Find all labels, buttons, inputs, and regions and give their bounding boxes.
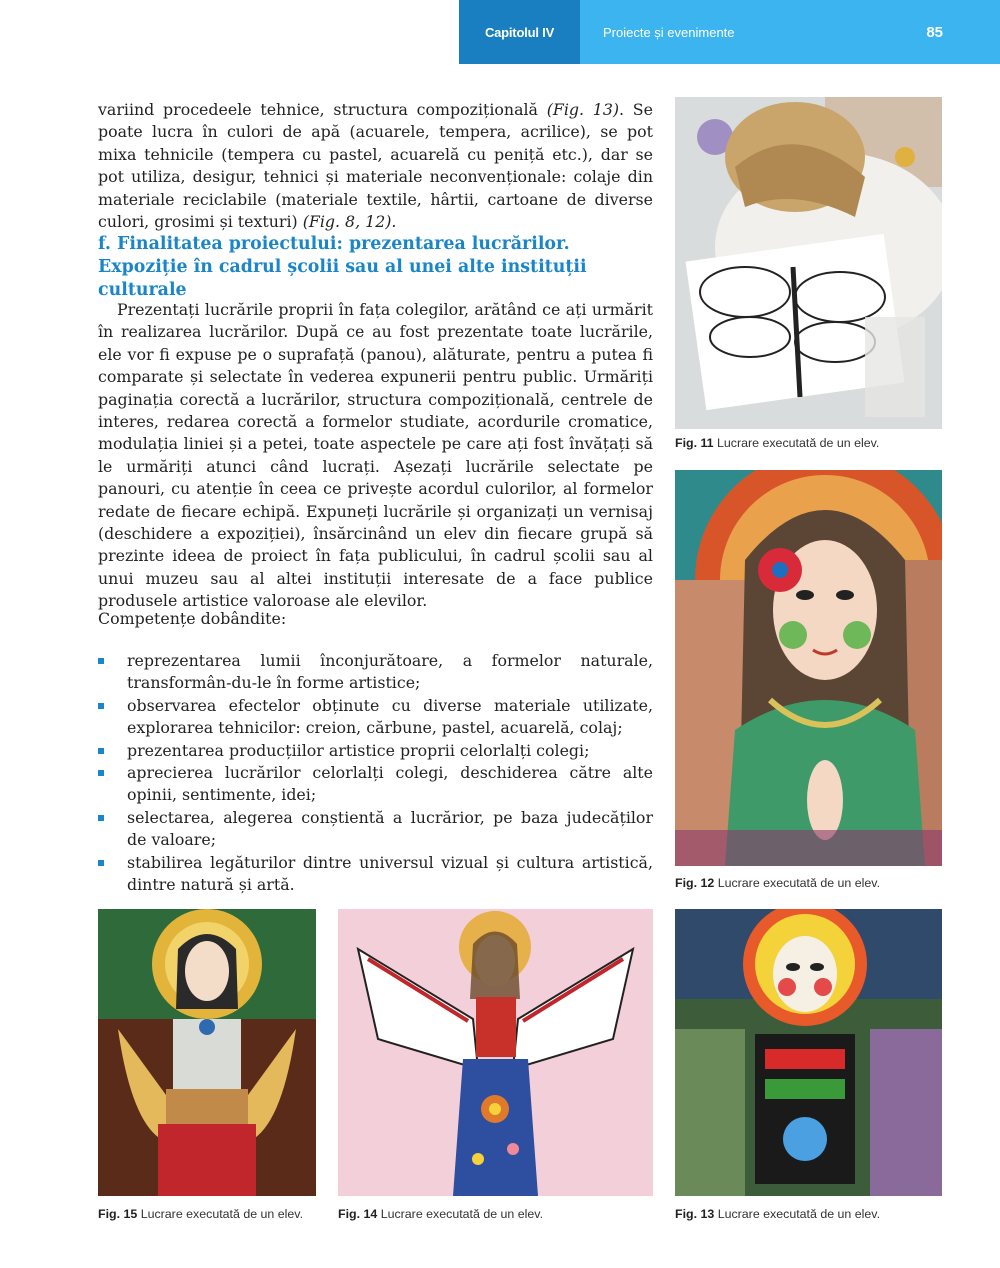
intro-ref-b: (Fig. 8, 12). (302, 212, 397, 232)
figure-11-caption (675, 436, 879, 450)
list-item-text: stabilirea legăturilor dintre universul vizual și cultura artistică, dintre natură și artă. (127, 852, 653, 895)
woman-portrait-illustration (675, 470, 942, 866)
competences-title: Competențe dobândite: (98, 609, 287, 628)
list-item-text: aprecierea lucrărilor celorlalți colegi, deschiderea către alte opinii, sentimente, idei; (127, 763, 653, 805)
figure-14-caption (338, 1207, 543, 1221)
list-item-text: observarea efectelor obținute cu diverse materiale utilizate, explorarea tehnicilor: creion, cărbune, pastel, acuarelă, colaj; (127, 695, 653, 738)
list-item (98, 650, 653, 695)
bullet-icon (98, 748, 104, 754)
section-title: Proiecte și evenimente (603, 24, 735, 40)
figure-14-image (338, 909, 653, 1196)
list-item-text: reprezentarea lumii înconjurătoare, a formelor naturale, transformân-du-le în forme artistice; (127, 651, 653, 693)
figure-11-label: Fig. 11 (675, 436, 714, 450)
bullet-icon (98, 860, 104, 866)
intro-paragraph (98, 99, 653, 233)
section-header (580, 0, 1000, 64)
mosaic-figure-illustration (675, 909, 942, 1196)
figure-12-image (675, 470, 942, 866)
figure-13-label: Fig. 13 (675, 1207, 715, 1221)
list-item (98, 695, 653, 740)
bullet-icon (98, 703, 104, 709)
figure-12-label: Fig. 12 (675, 876, 715, 890)
intro-text-a: variind procedeele tehnice, structura compozițională (98, 100, 547, 119)
figure-15-label: Fig. 15 (98, 1207, 138, 1221)
figure-14-text: Lucrare executată de un elev. (377, 1207, 544, 1221)
list-item-text: prezentarea producțiilor artistice proprii celorlalți colegi; (127, 740, 590, 760)
angel-collage-illustration (98, 909, 316, 1196)
list-item (98, 740, 653, 762)
figure-12-caption (675, 876, 880, 890)
bullet-icon (98, 658, 104, 664)
figure-14-label: Fig. 14 (338, 1207, 378, 1221)
chapter-tab (459, 0, 580, 64)
list-item (98, 807, 653, 852)
bullet-icon (98, 815, 104, 821)
figure-12-text: Lucrare executată de un elev. (714, 876, 881, 890)
figure-15-text: Lucrare executată de un elev. (137, 1207, 304, 1221)
figure-13-image (675, 909, 942, 1196)
figure-11-text: Lucrare executată de un elev. (713, 436, 880, 450)
list-item-text: selectarea, alegerea conștientă a lucrărior, pe baza judecăților de valoare; (127, 807, 653, 850)
figure-15-caption (98, 1207, 303, 1221)
folk-angel-illustration (338, 909, 653, 1196)
child-drawing-illustration (675, 97, 942, 429)
chapter-label: Capitolul IV (484, 24, 555, 40)
main-paragraph: Prezentați lucrările proprii în fața colegilor, arătând ce ați urmărit în realizarea lucrărilor. După ce au fost prezentate toate lucrările, ele vor fi expuse pe o suprafață (panou), alăturate, pentru a putea fi comparate și selectate în vederea expunerii pentru public. Urmăriți paginația corectă a lucrărilor, structura compozițională, centrele de interes, redarea corectă a formelor studiate, acordurile cromatice, modulația liniei și a petei, toate aspectele pe care ați fost învățați să le urmăriți atunci când lucrați. Așezați lucrările selectate pe panouri, cu atenție în ceea ce privește acordul culorilor, al formelor redate de fiecare echipă. Expuneți lucrările și organizați un vernisaj (deschidere a expoziției), însărcinând un elev din fiecare grupă să prezinte ideea de proiect în fața publicului, în cadrul școlii sau al unui muzeu sau al altei instituții interesate de a face publice produsele artistice valoroase ale elevilor. (98, 300, 653, 611)
figure-11-image (675, 97, 942, 429)
figure-13-text: Lucrare executată de un elev. (714, 1207, 881, 1221)
figure-15-image (98, 909, 316, 1196)
bullet-icon (98, 770, 104, 776)
intro-text-b: . Se poate lucra în culori de apă (acuarele, tempera, acrilice), se pot mixa tehnicile (tempera cu pastel, acuarelă cu peniță etc.), dar se pot utiliza, desigur, tehnici și materiale neconvenționale: colaje din materiale reciclabile (materiale textile, hârtii, cartoane de diverse culori, grosimi și texturi) (98, 100, 653, 232)
page-number: 85 (926, 23, 943, 41)
section-heading: f. Finalitatea proiectului: prezentarea lucrărilor. Expoziție în cadrul școlii sau al unei alte instituții culturale (98, 234, 587, 300)
list-item (98, 852, 653, 897)
intro-ref-a: (Fig. 13) (546, 100, 620, 119)
competences-list (98, 650, 653, 896)
figure-13-caption (675, 1207, 880, 1221)
list-item (98, 762, 653, 807)
